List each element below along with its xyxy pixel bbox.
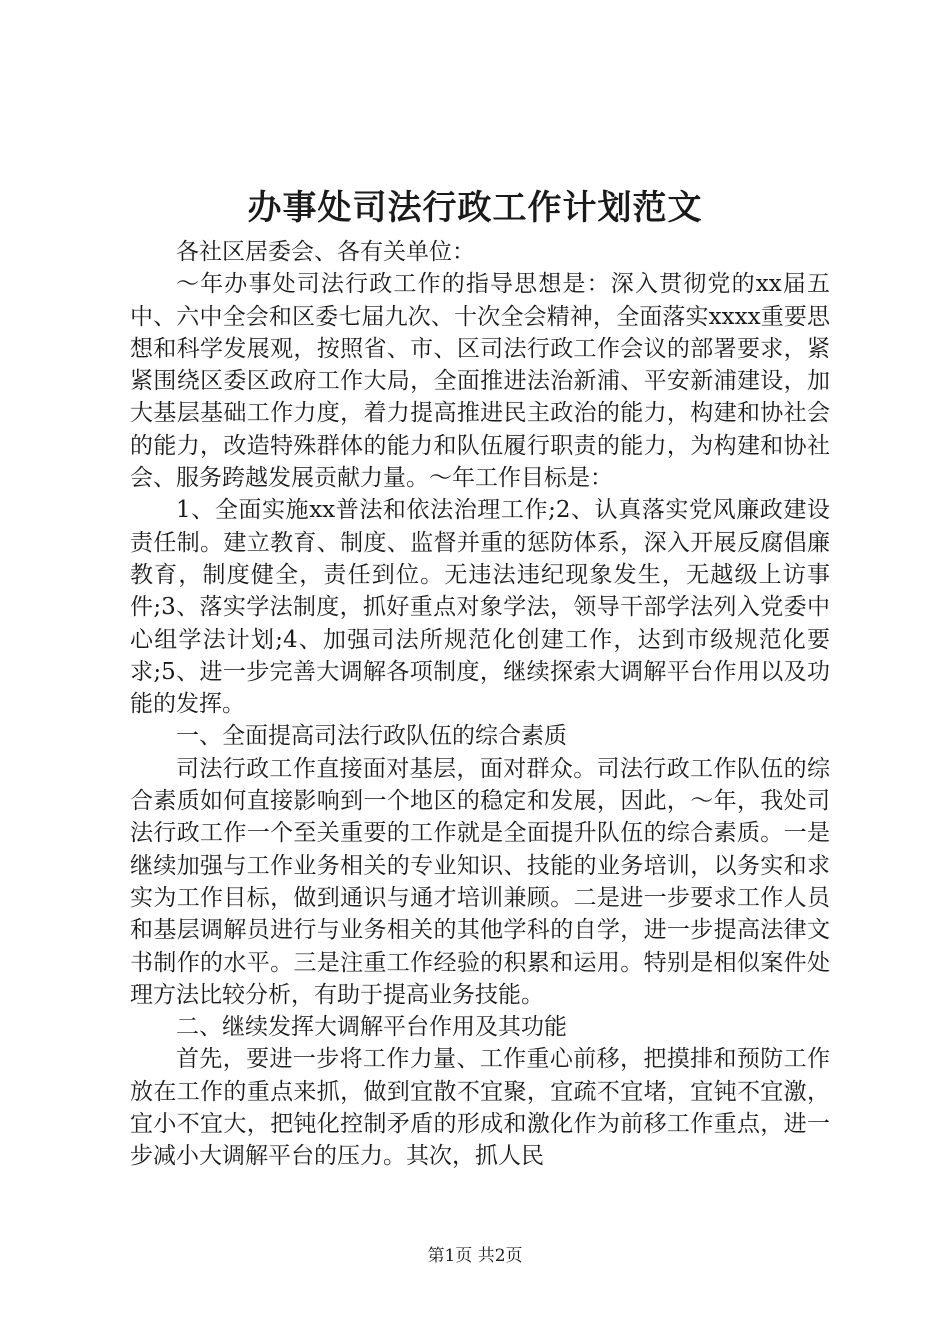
work-goals-paragraph: 1、全面实施xx普法和依法治理工作;2、认真落实党风廉政建设责任制。建立教育、制度、监督并重的惩防体系，深入开展反腐倡廉教育，制度健全，责任到位。无违法违纪现象发生，无越级上访事件;3、落实学法制度，抓好重点对象学法，领导干部学法列入党委中心组学法计划;4、加强司法所规范化创建工作，达到市级规范化要求;5、进一步完善大调解各项制度，继续探索大调解平台作用以及功能的发挥。 — [130, 497, 830, 718]
salutation-paragraph: 各社区居委会、各有关单位： — [176, 239, 475, 265]
section-1-paragraph: 司法行政工作直接面对基层，面对群众。司法行政工作队伍的综合素质如何直接影响到一个地区的稳定和发展，因此，～年，我处司法行政工作一个至关重要的工作就是全面提升队伍的综合素质。一是继续加强与工作业务相关的专业知识、技能的业务培训，以务实和求实为工作目标，做到通识与通才培训兼顾。二是进一步要求工作人员和基层调解员进行与业务相关的其他学科的自学，进一步提高法律文书制作的水平。三是注重工作经验的积累和运用。特别是相似案件处理方法比较分析，有助于提高业务技能。 — [130, 755, 830, 1008]
section-2-paragraph: 首先，要进一步将工作力量、工作重心前移，把摸排和预防工作放在工作的重点来抓，做到宜散不宜聚，宜疏不宜堵，宜钝不宜激，宜小不宜大，把钝化控制矛盾的形成和激化作为前移工作重点，进一步减小大调解平台的压力。其次，抓人民 — [130, 1046, 830, 1170]
page-number-footer: 第1页 共2页 — [427, 1246, 523, 1266]
guiding-ideology-paragraph: ～年办事处司法行政工作的指导思想是：深入贯彻党的xx届五中、六中全会和区委七届九次、十次全会精神，全面落实xxxx重要思想和科学发展观，按照省、市、区司法行政工作会议的部署要求，紧紧围绕区委区政府工作大局，全面推进法治新浦、平安新浦建设，加大基层基础工作力度，着力提高推进民主政治的能力，构建和协社会的能力，改造特殊群体的能力和队伍履行职责的能力，为构建和协社会、服务跨越发展贡献力量。～年工作目标是： — [130, 271, 830, 492]
document-body — [130, 236, 830, 1173]
section-heading-1: 一、全面提高司法行政队伍的综合素质 — [176, 723, 567, 750]
document-title: 办事处司法行政工作计划范文 — [247, 188, 703, 228]
section-heading-2: 二、继续发挥大调解平台作用及其功能 — [176, 1014, 567, 1041]
